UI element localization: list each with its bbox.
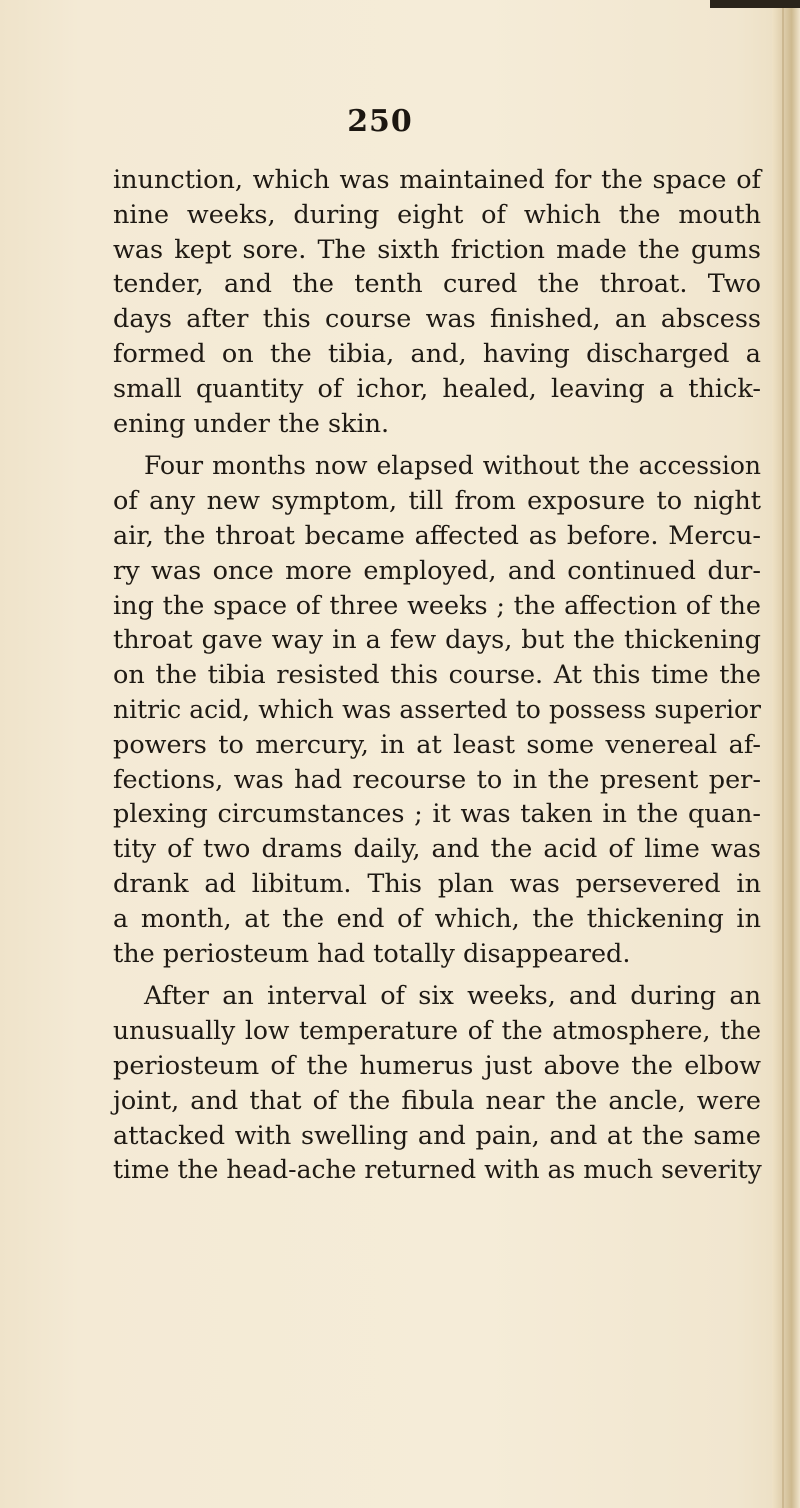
text-line: plexing circumstances ; it was taken in the quan- bbox=[113, 799, 761, 830]
text-line: the periosteum had totally disappeared. bbox=[113, 938, 631, 969]
text-line: formed on the tibia, and, having discharged a bbox=[113, 338, 761, 369]
body-text bbox=[113, 163, 761, 1188]
text-line: periosteum of the humerus just above the elbow bbox=[113, 1050, 761, 1081]
scan-shadow bbox=[710, 0, 800, 8]
text-line: was kept sore. The sixth friction made the gums bbox=[113, 234, 761, 265]
text-line: small quantity of ichor, healed, leaving a thick- bbox=[113, 373, 761, 404]
text-line: fections, was had recourse to in the present per- bbox=[113, 764, 761, 795]
text-line: air, the throat became affected as before. Mercu- bbox=[113, 520, 761, 551]
page-number: 250 bbox=[347, 104, 413, 139]
text-line: tender, and the tenth cured the throat. Two bbox=[113, 269, 761, 300]
text-line: powers to mercury, in at least some venereal af- bbox=[113, 729, 761, 760]
text-line: ening under the skin. bbox=[113, 408, 390, 439]
text-line: unusually low temperature of the atmosphere, the bbox=[113, 1016, 761, 1046]
text-line: drank ad libitum. This plan was persevered in bbox=[113, 868, 761, 899]
text-line: a month, at the end of which, the thickening in bbox=[113, 903, 761, 934]
text-line: days after this course was finished, an abscess bbox=[113, 304, 761, 335]
text-line: of any new symptom, till from exposure to night bbox=[113, 486, 761, 517]
paragraph-2 bbox=[113, 449, 761, 971]
text-line: Four months now elapsed without the accession bbox=[144, 451, 761, 481]
page-edge-binding bbox=[772, 0, 800, 1508]
text-line: inunction, which was maintained for the space of bbox=[113, 165, 761, 195]
text-line: ry was once more employed, and continued dur- bbox=[113, 555, 761, 586]
text-line: nitric acid, which was asserted to possess superior bbox=[113, 694, 761, 724]
text-line: throat gave way in a few days, but the thickening bbox=[113, 625, 761, 656]
text-line: on the tibia resisted this course. At this time the bbox=[113, 660, 761, 691]
text-line: ing the space of three weeks ; the affection of the bbox=[113, 590, 761, 621]
text-line: joint, and that of the fibula near the ancle, were bbox=[113, 1085, 761, 1116]
text-line: tity of two drams daily, and the acid of lime was bbox=[113, 834, 761, 865]
paragraph-3 bbox=[113, 979, 761, 1188]
text-line: After an interval of six weeks, and during an bbox=[144, 981, 761, 1012]
paragraph-1 bbox=[113, 163, 761, 441]
text-line: nine weeks, during eight of which the mouth bbox=[113, 199, 761, 230]
text-line: attacked with swelling and pain, and at the same bbox=[113, 1120, 761, 1151]
text-line: time the head-ache returned with as much severity bbox=[113, 1155, 762, 1185]
